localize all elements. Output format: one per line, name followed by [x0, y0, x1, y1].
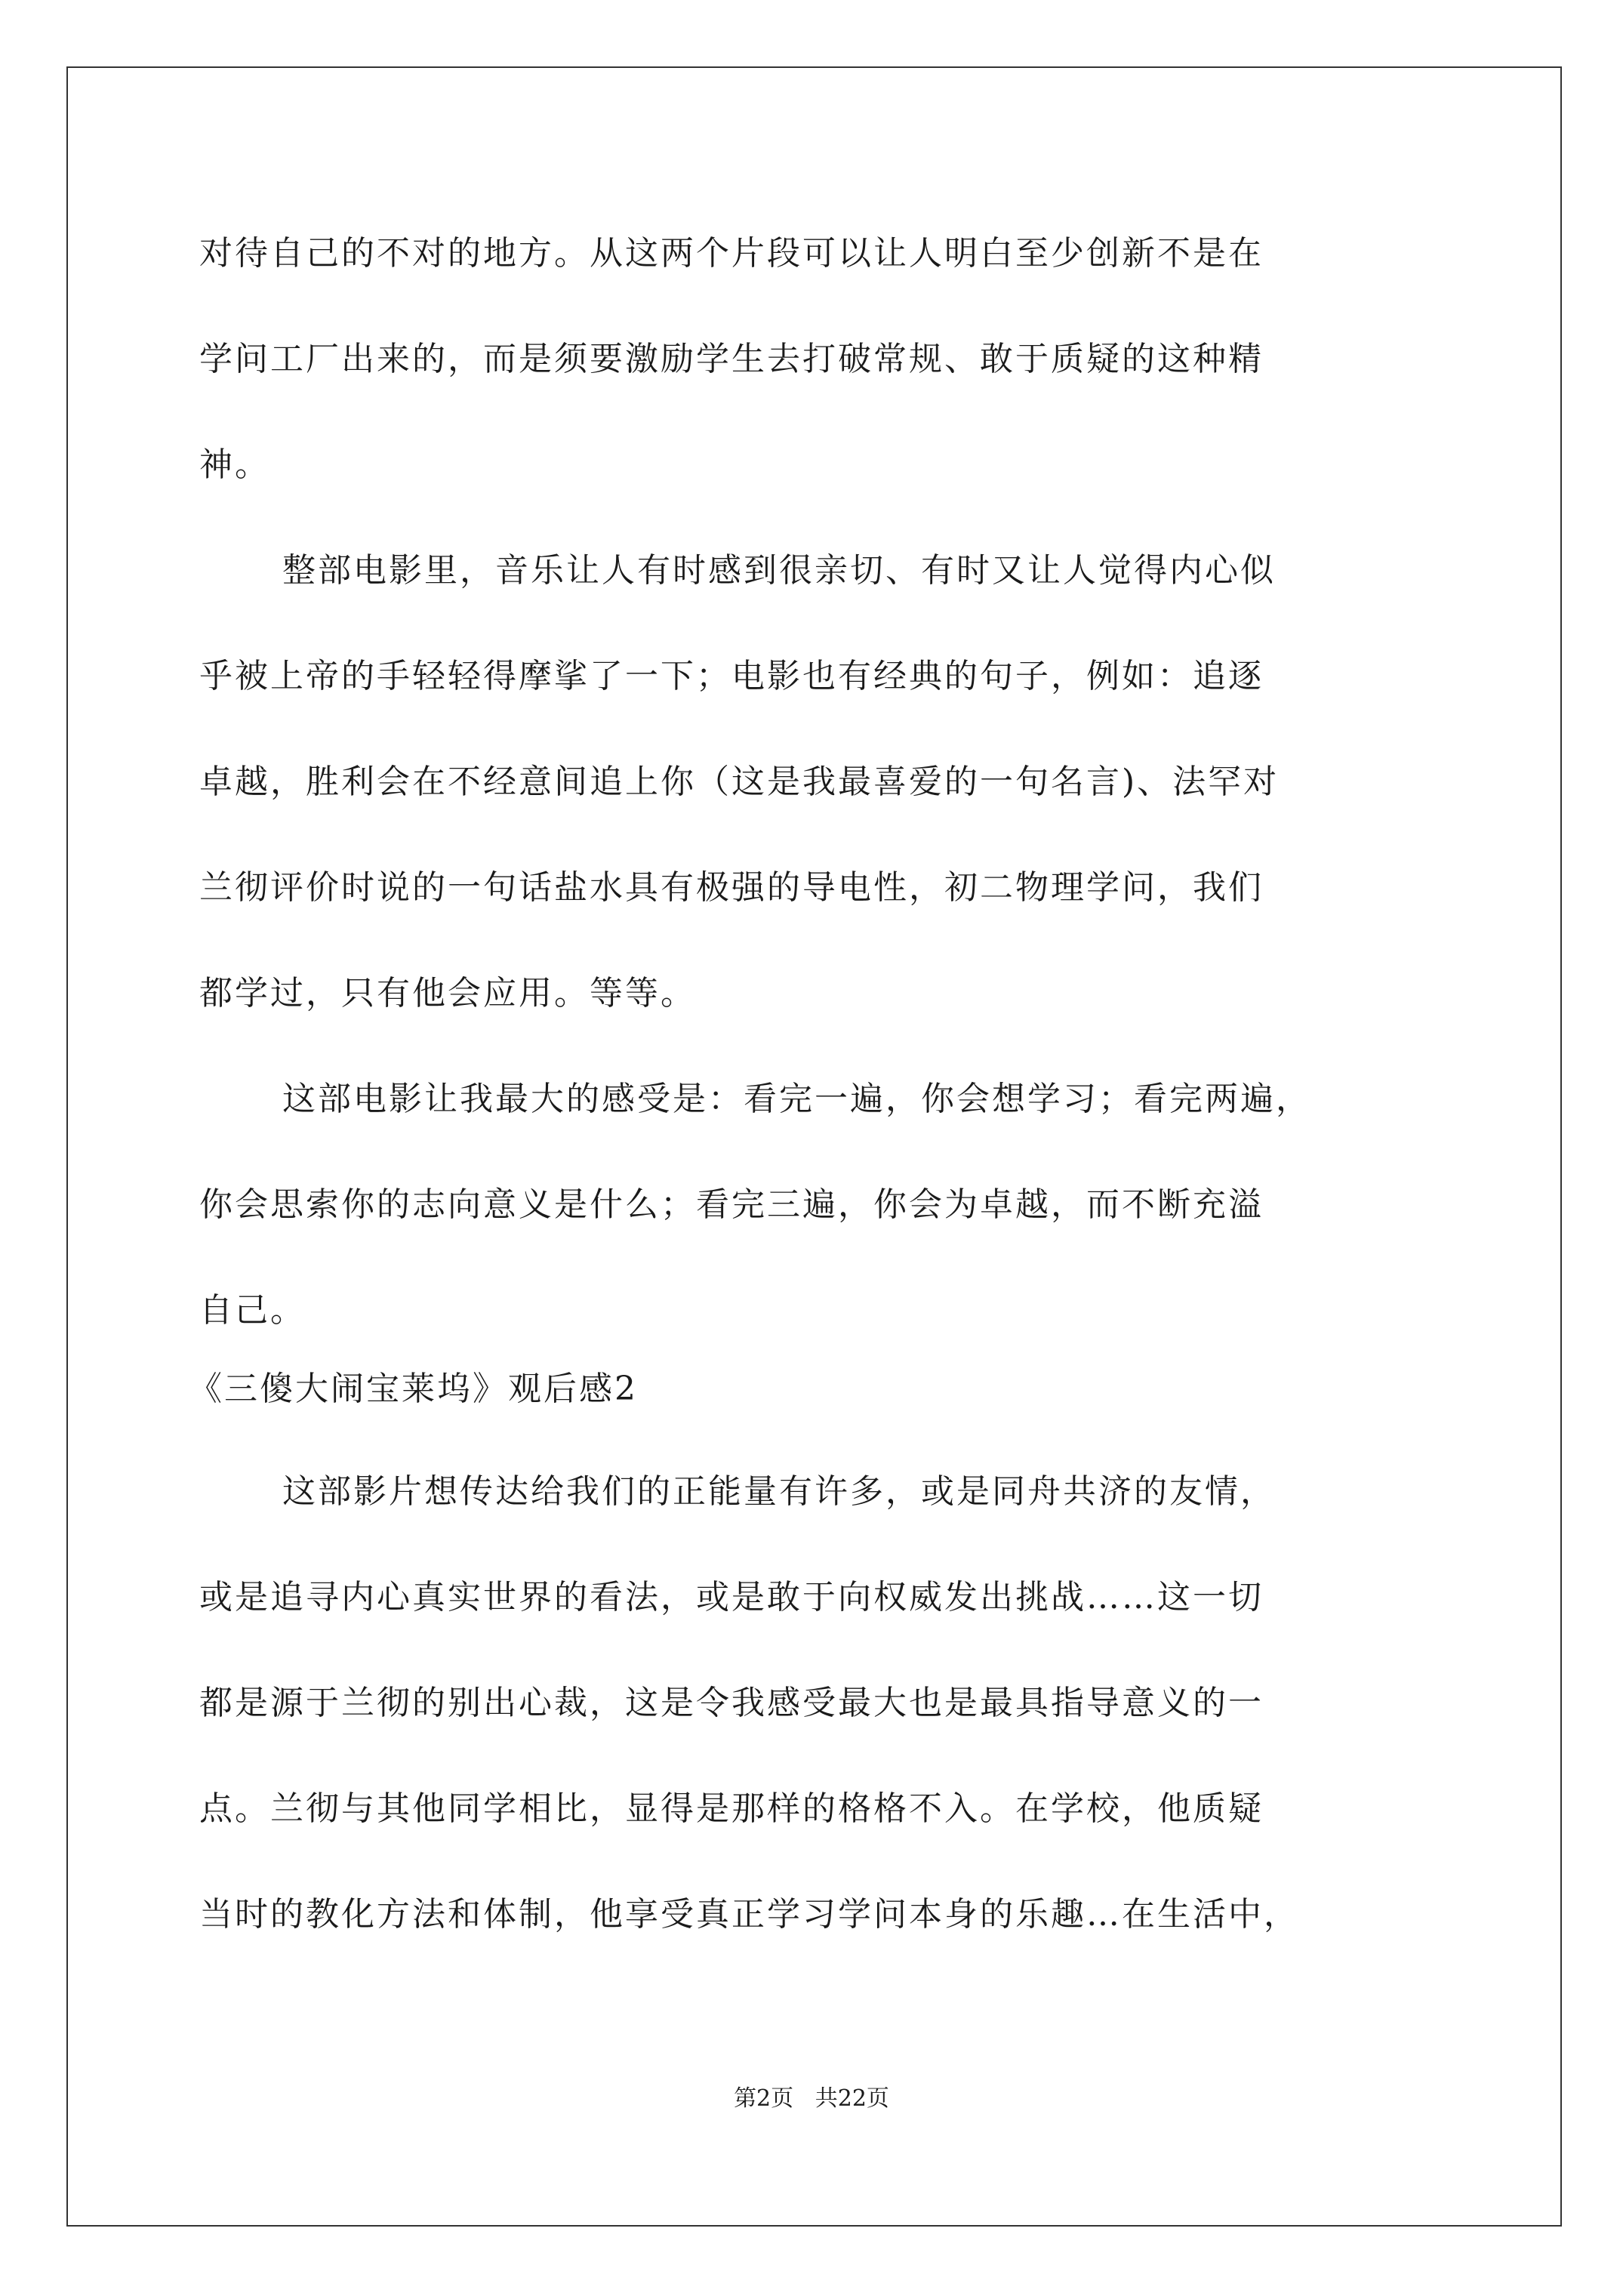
page-number-footer: 第2页 共22页 [734, 2085, 889, 2112]
body-line-16: 点。兰彻与其他同学相比，显得是那样的格格不入。在学校，他质疑 [199, 1789, 1264, 1828]
body-line-5: 乎被上帝的手轻轻得摩挲了一下；电影也有经典的句子，例如：追逐 [199, 657, 1264, 695]
body-line-7: 兰彻评价时说的一句话盐水具有极强的导电性，初二物理学问，我们 [199, 868, 1264, 907]
body-line-17: 当时的教化方法和体制，他享受真正学习学问本身的乐趣…在生活中， [199, 1895, 1299, 1934]
body-line-4: 整部电影里，音乐让人有时感到很亲切、有时又让人觉得内心似 [282, 551, 1276, 590]
body-line-2: 学问工厂出来的，而是须要激励学生去打破常规、敢于质疑的这种精 [199, 340, 1264, 378]
body-line-6: 卓越，胜利会在不经意间追上你（这是我最喜爱的一句名言)、法罕对 [199, 763, 1280, 801]
body-line-1: 对待自己的不对的地方。从这两个片段可以让人明白至少创新不是在 [199, 234, 1264, 273]
body-line-13: 这部影片想传达给我们的正能量有许多，或是同舟共济的友情， [282, 1472, 1276, 1511]
body-line-8: 都学过，只有他会应用。等等。 [199, 974, 696, 1012]
body-line-10: 你会思索你的志向意义是什么；看完三遍，你会为卓越，而不断充溢 [199, 1185, 1264, 1224]
body-line-11: 自己。 [199, 1291, 306, 1330]
body-line-14: 或是追寻内心真实世界的看法，或是敢于向权威发出挑战……这一切 [199, 1578, 1264, 1616]
section-heading: 《三傻大闹宝莱坞》观后感2 [189, 1370, 638, 1408]
body-line-9: 这部电影让我最大的感受是：看完一遍，你会想学习；看完两遍， [282, 1080, 1311, 1118]
body-line-15: 都是源于兰彻的别出心裁，这是令我感受最大也是最具指导意义的一 [199, 1684, 1264, 1722]
body-line-3: 神。 [199, 445, 270, 484]
